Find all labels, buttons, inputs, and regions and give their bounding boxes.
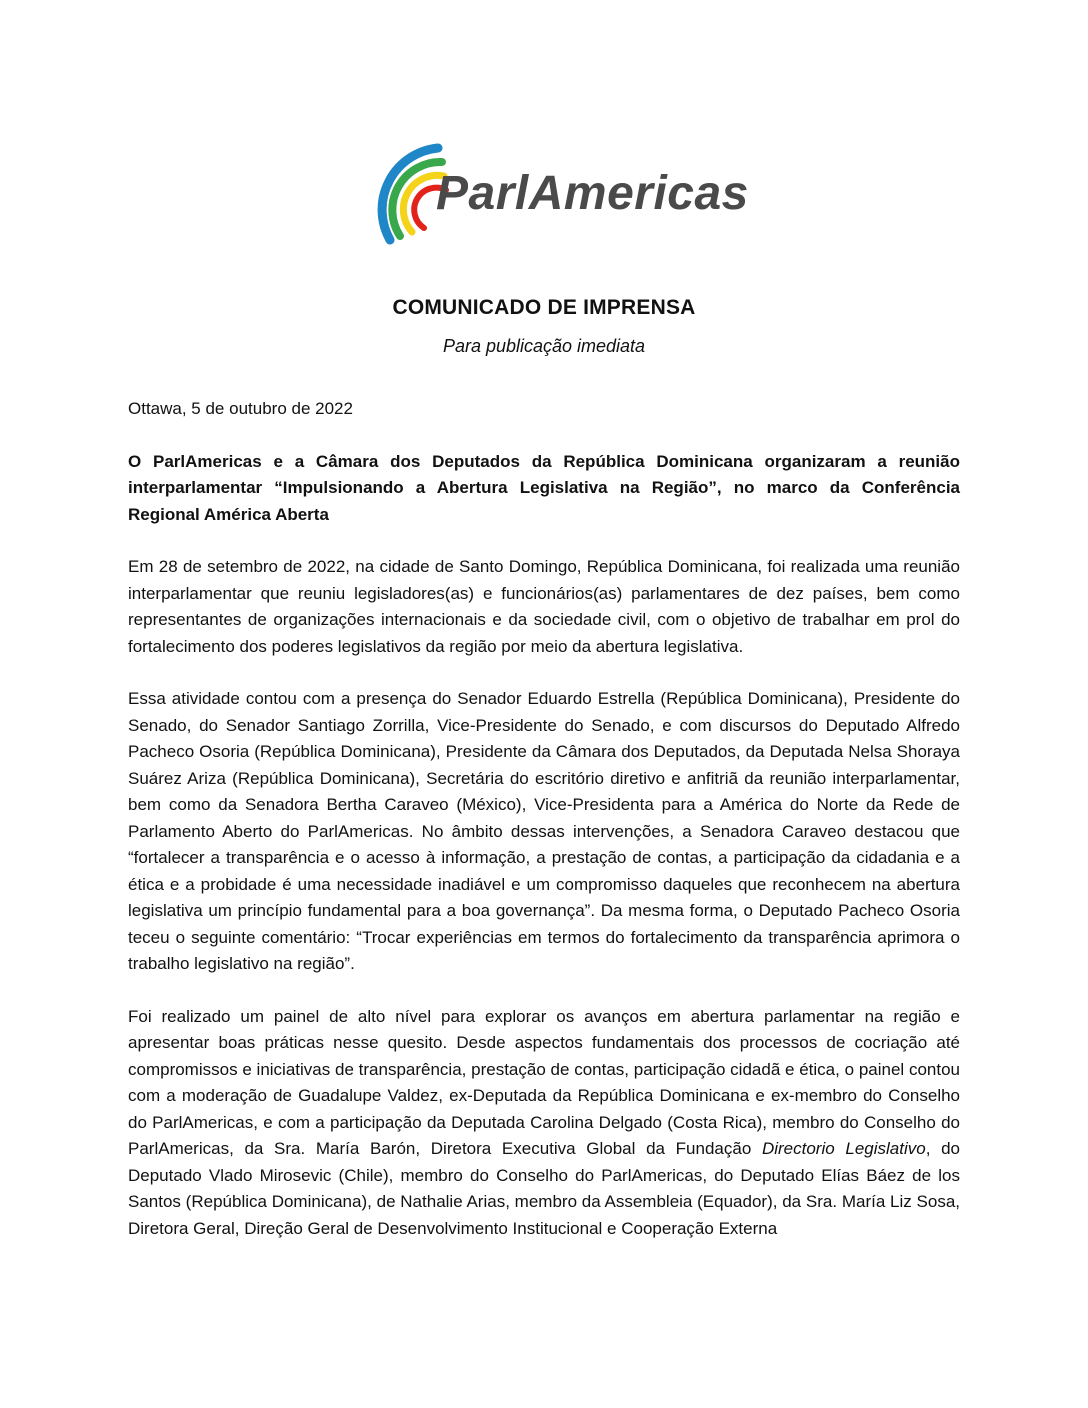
body-paragraph-1: Em 28 de setembro de 2022, na cidade de Santo Domingo, República Dominicana, foi realizada uma reunião interparlamentar que reuniu legisladores(as) e funcionários(as) parlamentares de dez países, bem como representantes de organizações internacionais e da sociedade civil, com o objetivo de trabalhar em prol do fortalecimento dos poderes legislativos da região por meio da abertura legislativa. [128, 557, 960, 656]
body-paragraph-3 [128, 1004, 960, 1243]
press-release-body [128, 396, 960, 1268]
body-paragraph-3-part-2: , do Deputado Vlado Mirosevic (Chile), membro do Conselho do ParlAmericas, do Deputado Elías Báez de los Santos (República Dominicana), de Nathalie Arias, membro da Assembleia (Equador), da Sra. María Liz Sosa, Diretora Geral, Direção Geral de Desenvolvimento Institucional e Cooperação Externa [128, 1139, 961, 1238]
page-subtitle: Para publicação imediata [442, 336, 646, 356]
parlamericas-logo [360, 140, 749, 250]
body-paragraph-2: Essa atividade contou com a presença do Senador Eduardo Estrella (República Dominicana), Presidente do Senado, do Senador Santiago Zorrilla, Vice-Presidente do Senado, e com discursos do Deputado Alfredo Pacheco Osoria (República Dominicana), Presidente da Câmara dos Deputados, da Deputada Nelsa Shoraya Suárez Ariza (República Dominicana), Secretária do escritório diretivo e anfitriã da reunião interparlamentar, bem como da Senadora Bertha Caraveo (México), Vice-Presidenta para a América do Norte da Rede de Parlamento Aberto do ParlAmericas. No âmbito dessas intervenções, a Senadora Caraveo destacou que “fortalecer a transparência e o acesso à informação, a prestação de contas, a participação da cidadania e a ética e a probidade é uma necessidade inadiável e um compromisso daqueles que reconhecem na abertura legislativa um princípio fundamental para a boa governança”. Da mesma forma, o Deputado Pacheco Osoria teceu o seguinte comentário: “Trocar experiências em termos do fortalecimento da transparência aprimora o trabalho legislativo na região”. [128, 689, 960, 973]
lead-paragraph: O ParlAmericas e a Câmara dos Deputados da República Dominicana organizaram a reunião interparlamentar “Impulsionando a Abertura Legislativa na Região”, no marco da Conferência Regional América Aberta [128, 451, 960, 524]
page-title: COMUNICADO DE IMPRENSA [392, 296, 696, 319]
body-paragraph-3-part-1: Foi realizado um painel de alto nível para explorar os avanços em abertura parlamentar na região e apresentar boas práticas nesse quesito. Desde aspectos fundamentais dos processos de cocriação até compromissos e iniciativas de transparência, prestação de contas, participação cidadã e ética, o painel contou com a moderação de Guadalupe Valdez, ex-Deputada da República Dominicana e ex-membro do Conselho do ParlAmericas, e com a participação da Deputada Carolina Delgado (Costa Rica), membro do Conselho do ParlAmericas, da Sra. María Barón, Diretora Executiva Global da Fundação [128, 1006, 960, 1158]
logo-wordmark: ParlAmericas [436, 167, 749, 220]
body-paragraph-3-italic: Directorio Legislativo [761, 1139, 926, 1158]
dateline: Ottawa, 5 de outubro de 2022 [128, 399, 353, 418]
